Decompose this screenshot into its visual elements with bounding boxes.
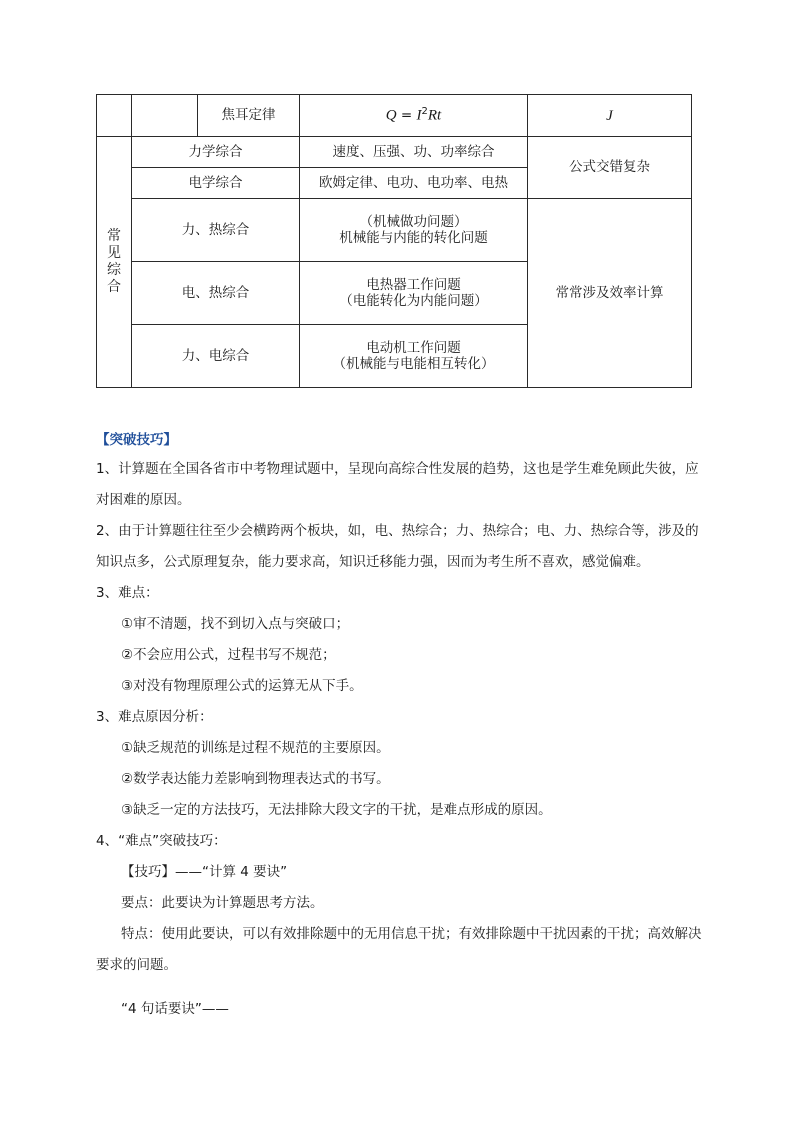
table-row bbox=[97, 95, 692, 137]
formula-q: Q bbox=[385, 107, 397, 124]
formula-superscript: 2 bbox=[421, 106, 428, 118]
note-cell: 常常涉及效率计算 bbox=[528, 199, 692, 388]
type-cell: 力、热综合 bbox=[132, 199, 300, 262]
content-cell: 速度、压强、功、功率综合 bbox=[300, 137, 528, 168]
list-item: ③对没有物理原理公式的运算无从下手。 bbox=[121, 678, 363, 694]
paragraph-4: 3、难点原因分析： bbox=[96, 709, 213, 725]
paragraph-3: 3、难点： bbox=[96, 585, 159, 601]
note-cell: 公式交错复杂 bbox=[528, 137, 692, 199]
tip-phrase: “4 句话要诀”—— bbox=[121, 1001, 229, 1017]
table-cell-empty bbox=[97, 95, 132, 137]
paragraph-2: 2、由于计算题往往至少会横跨两个板块，如，电、热综合；力、热综合；电、力、热综合等，涉及的知识点多，公式原理复杂，能力要求高，知识迁移能力强，因而为考生所不喜欢，感觉偏难。 bbox=[96, 523, 699, 570]
formula-eq: = bbox=[396, 107, 417, 124]
content-cell bbox=[300, 199, 528, 262]
type-cell: 电、热综合 bbox=[132, 262, 300, 325]
table-row bbox=[97, 137, 692, 168]
list-item: ②不会应用公式，过程书写不规范； bbox=[121, 647, 336, 663]
category-cell bbox=[97, 137, 132, 388]
list-item: ①缺乏规范的训练是过程不规范的主要原因。 bbox=[121, 740, 390, 756]
content-cell bbox=[300, 325, 528, 388]
content-line: 电动机工作问题 bbox=[366, 339, 461, 356]
type-cell: 电学综合 bbox=[132, 168, 300, 199]
law-name-cell: 焦耳定律 bbox=[198, 95, 300, 137]
content-line: （电能转化为内能问题） bbox=[339, 293, 488, 309]
category-char: 常 bbox=[107, 228, 121, 245]
category-char: 合 bbox=[107, 278, 121, 295]
tip-feature: 特点：使用此要诀，可以有效排除题中的无用信息干扰；有效排除题中干扰因素的干扰；高效解决要求的问题。 bbox=[96, 926, 702, 973]
category-char: 见 bbox=[107, 245, 121, 262]
content-line: （机械能与电能相互转化） bbox=[332, 356, 495, 372]
content-cell: 欧姆定律、电功、电功率、电热 bbox=[300, 168, 528, 199]
content-line: 机械能与内能的转化问题 bbox=[339, 230, 488, 246]
list-item: ②数学表达能力差影响到物理表达式的书写。 bbox=[121, 771, 390, 787]
paragraph-1: 1、计算题在全国各省市中考物理试题中，呈现向高综合性发展的趋势，这也是学生难免顾此失彼，应对困难的原因。 bbox=[96, 461, 699, 508]
type-cell: 力学综合 bbox=[132, 137, 300, 168]
list-item: ③缺乏一定的方法技巧，无法排除大段文字的干扰，是难点形成的原因。 bbox=[121, 802, 552, 818]
unit-cell: J bbox=[528, 95, 692, 137]
content-cell bbox=[300, 262, 528, 325]
tip-point: 要点：此要诀为计算题思考方法。 bbox=[121, 895, 324, 911]
formula-rt: Rt bbox=[427, 107, 442, 124]
table-cell-empty bbox=[132, 95, 198, 137]
section-heading: 【突破技巧】 bbox=[96, 432, 177, 448]
content-line: 电热器工作问题 bbox=[366, 276, 461, 293]
category-char: 综 bbox=[107, 262, 121, 278]
formula-cell bbox=[300, 95, 528, 137]
list-item: ①审不清题，找不到切入点与突破口； bbox=[121, 616, 350, 632]
tip-heading: 【技巧】——“计算 4 要诀” bbox=[121, 864, 288, 880]
paragraph-5: 4、“难点”突破技巧： bbox=[96, 833, 227, 849]
content-line: （机械做功问题） bbox=[359, 213, 468, 230]
formula-i: I bbox=[416, 107, 422, 124]
type-cell: 力、电综合 bbox=[132, 325, 300, 388]
table-row bbox=[97, 199, 692, 262]
summary-table bbox=[96, 94, 692, 388]
